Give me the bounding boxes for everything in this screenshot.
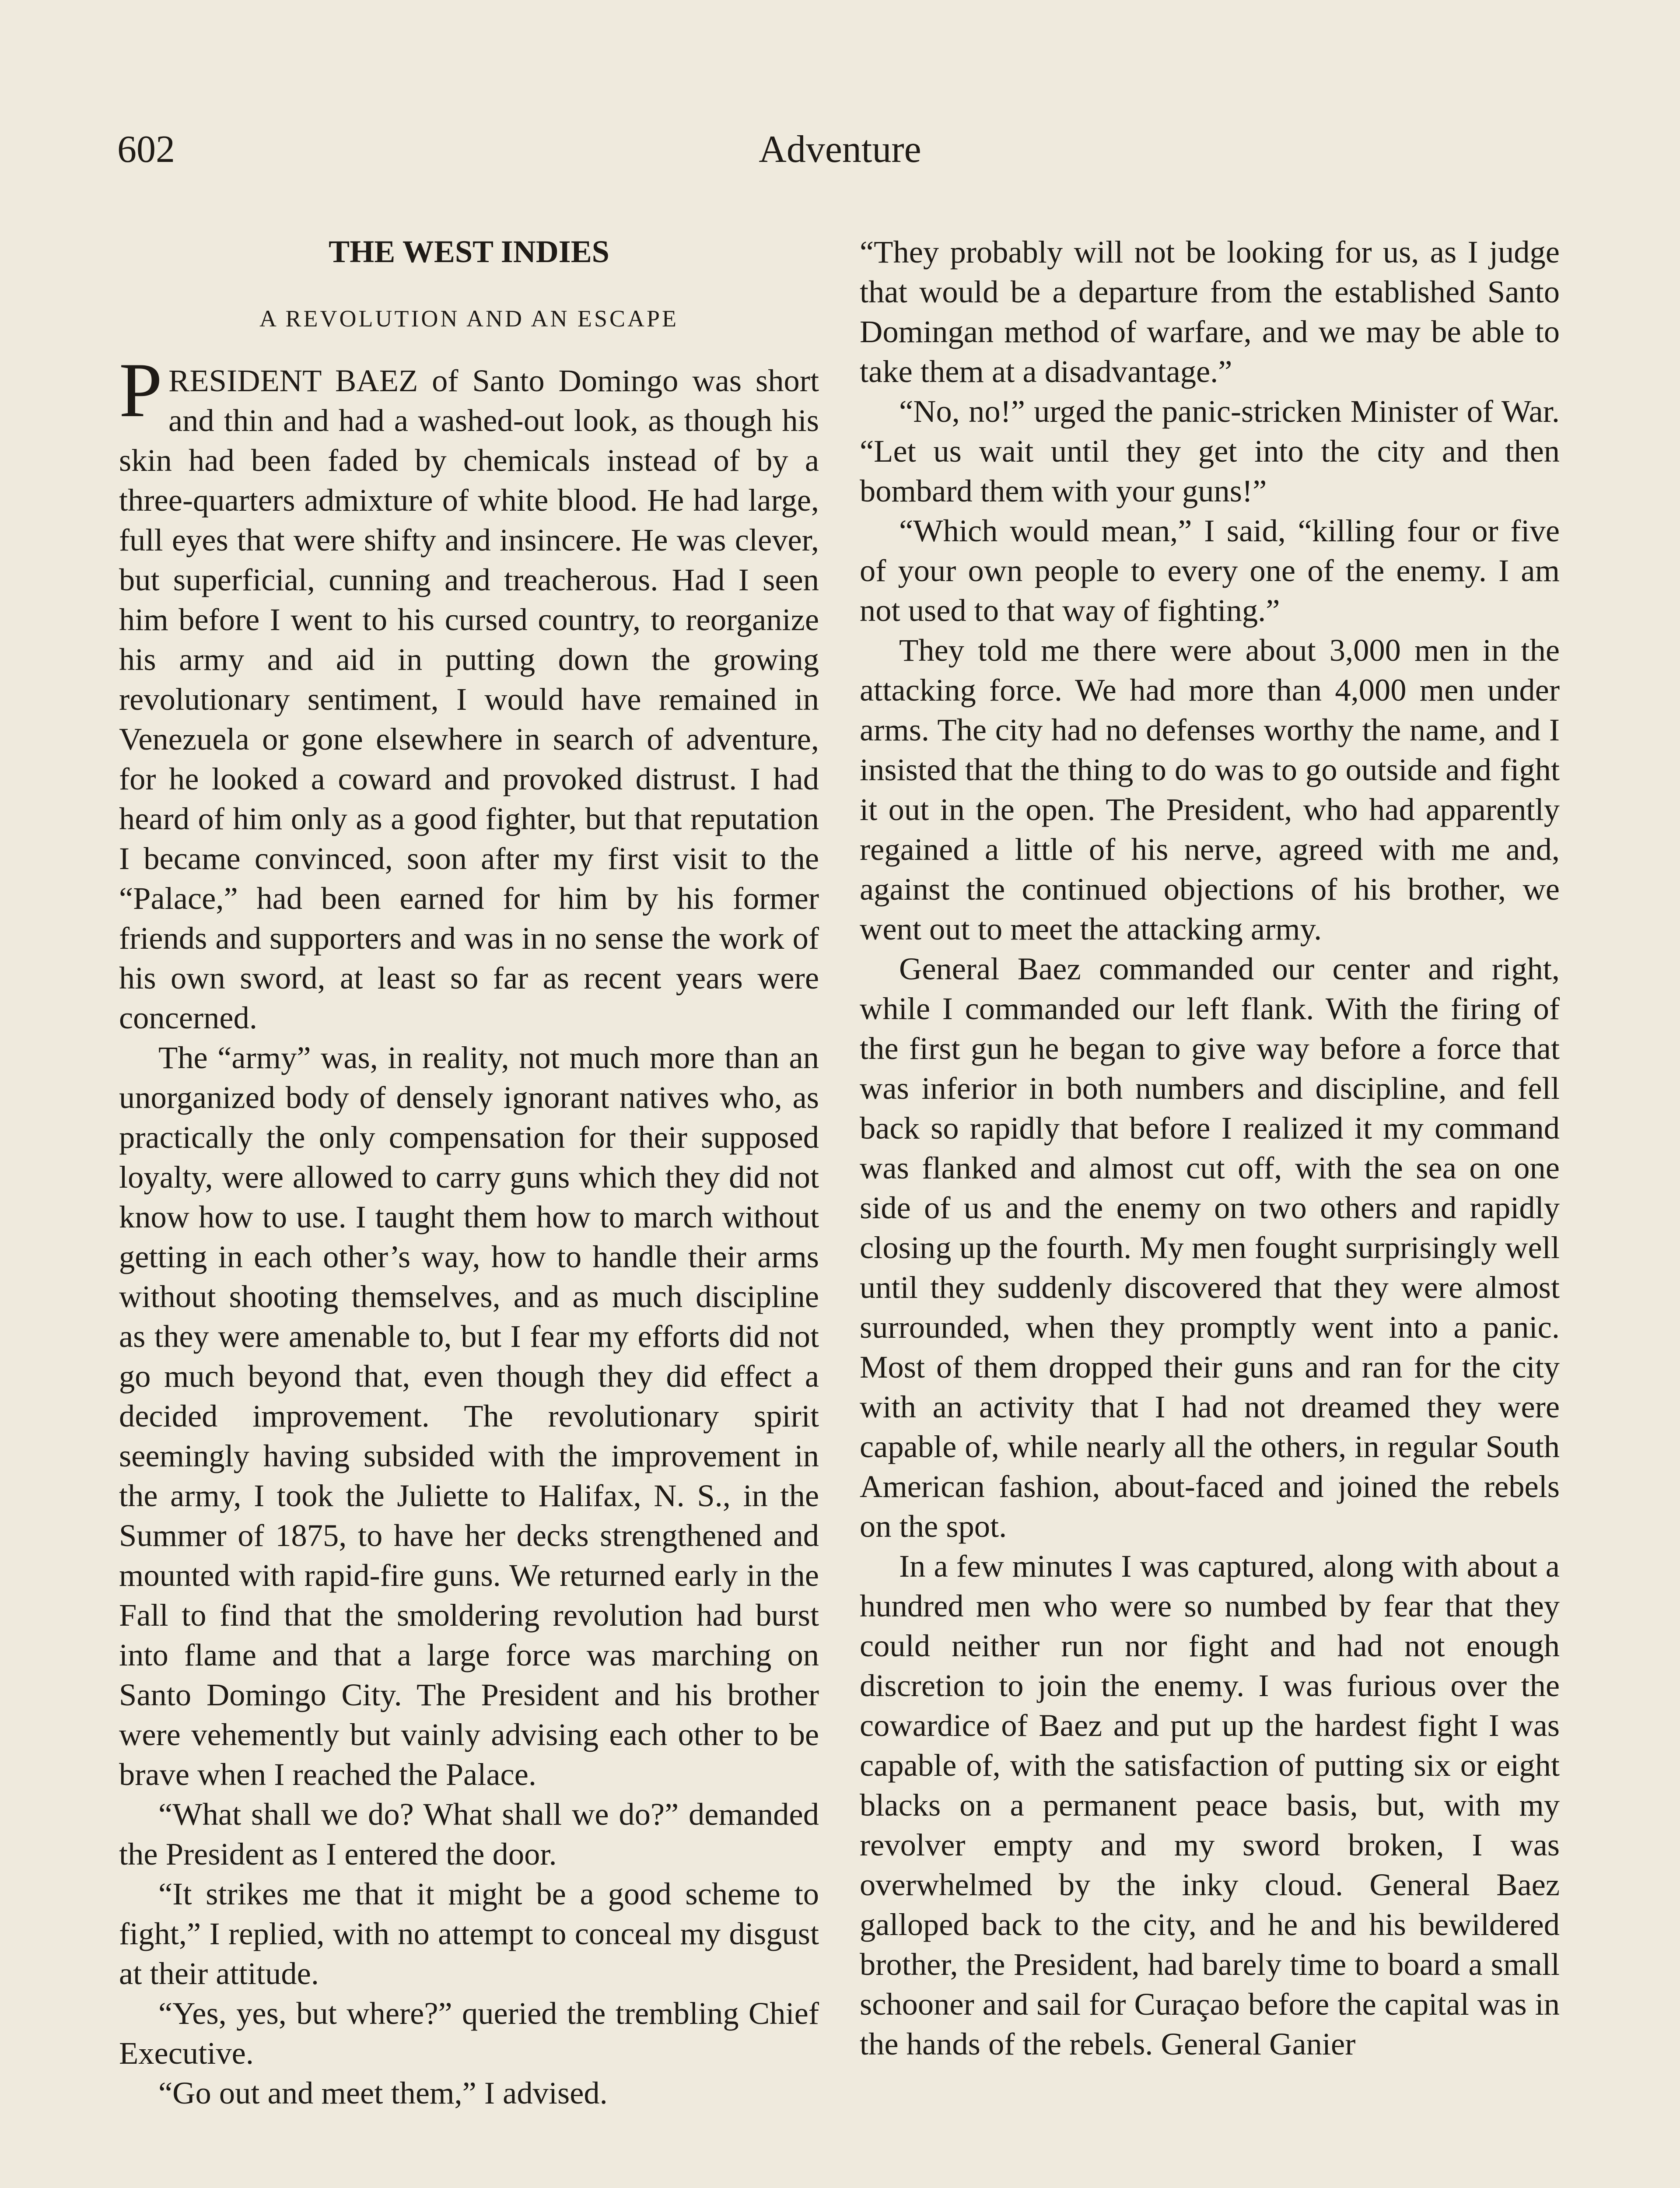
paragraph: “Go out and meet them,” I advised. — [158, 2075, 608, 2111]
paragraph: “Which would mean,” I said, “killing four or five of your own people to every one of the enemy. I am not used to that way of fighting.” — [860, 513, 1560, 628]
paragraph: In a few minutes I was captured, along with about a hundred men who were so numbed by fear that they could neither run nor fight and had not enough discretion to join the enemy. I was furious over the cowardice of Baez and put up the hardest fight I was capable of, with the satisfaction of putting six or eight blacks on a permanent peace basis, but, with my revolver empty and my sword broken, I was overwhelmed by the inky cloud. General Baez galloped back to the city, and he and his bewildered brother, the President, had barely time to board a small schooner and sail for Curaçao before the capital was in the hands of the rebels. General Ganier — [860, 1548, 1560, 2062]
section-title: THE WEST INDIES — [329, 234, 609, 269]
paragraph: “No, no!” urged the panic-stricken Minister of War. “Let us wait until they get into the city and then bombard them with your guns!” — [860, 393, 1560, 508]
paragraph: “Yes, yes, but where?” queried the trembling Chief Executive. — [119, 1995, 819, 2071]
page-number: 602 — [117, 128, 175, 171]
right-column — [860, 232, 1560, 2064]
paragraph: “What shall we do? What shall we do?” demanded the President as I entered the door. — [119, 1796, 819, 1872]
running-title: Adventure — [759, 128, 921, 171]
paragraph: “They probably will not be looking for us, as I judge that would be a departure from the established Santo Domingan method of warfare, and we may be able to take them at a disadvantage.” — [860, 234, 1560, 389]
paragraph — [119, 347, 819, 1038]
paragraph-text: RESIDENT BAEZ of Santo Domingo was short and thin and had a washed-out look, as though his skin had been faded by chemicals instead of by a three-quarters admixture of white blood. He had large, full eyes that were shifty and insincere. He was clever, but superficial, cunning and treacherous. Had I seen him before I went to his cursed country, to reorganize his army and aid in putting down the growing revolutionary sentiment, I would have remained in Venezuela or gone elsewhere in search of adventure, for he looked a coward and provoked distrust. I had heard of him only as a good fighter, but that reputation I became convinced, soon after my first visit to the “Palace,” had been earned for him by his former friends and supporters and was in no sense the work of his own sword, at least so far as recent years were concerned. — [119, 363, 819, 1035]
left-column — [119, 232, 819, 2113]
paragraph: They told me there were about 3,000 men in the attacking force. We had more than 4,000 men under arms. The city had no defenses worthy the name, and I insisted that the thing to do was to go outside and fight it out in the open. The President, who had apparently regained a little of his nerve, agreed with me and, against the continued objections of his brother, we went out to meet the attacking army. — [860, 632, 1560, 947]
paragraph: General Baez commanded our center and right, while I commanded our left flank. With the firing of the first gun he began to give way before a force that was inferior in both numbers and discipline, and fell back so rapidly that before I realized it my command was flanked and almost cut off, with the sea on one side of us and the enemy on two others and rapidly closing up the fourth. My men fought surprisingly well until they suddenly discovered that they were almost surrounded, when they promptly went into a panic. Most of them dropped their guns and ran for the city with an activity that I had not dreamed they were capable of, while nearly all the others, in regular South American fashion, about-faced and joined the rebels on the spot. — [860, 951, 1560, 1544]
paragraph: The “army” was, in reality, not much more than an unorganized body of densely ignorant natives who, as practically the only compensation for their supposed loyalty, were allowed to carry guns which they did not know how to use. I taught them how to march without getting in each other’s way, how to handle their arms without shooting themselves, and as much discipline as they were amenable to, but I fear my efforts did not go much beyond that, even though they did effect a decided improvement. The revolutionary spirit seemingly having subsided with the improvement in the army, I took the Juliette to Halifax, N. S., in the Summer of 1875, to have her decks strengthened and mounted with rapid-fire guns. We returned early in the Fall to find that the smoldering revolution had burst into flame and that a large force was marching on Santo Domingo City. The President and his brother were vehemently but vainly advising each other to be brave when I reached the Palace. — [119, 1040, 819, 1792]
paragraph: “It strikes me that it might be a good scheme to fight,” I replied, with no attempt to conceal my disgust at their attitude. — [119, 1876, 819, 1991]
section-subtitle: A REVOLUTION AND AN ESCAPE — [259, 305, 679, 332]
drop-cap: P — [119, 347, 162, 433]
